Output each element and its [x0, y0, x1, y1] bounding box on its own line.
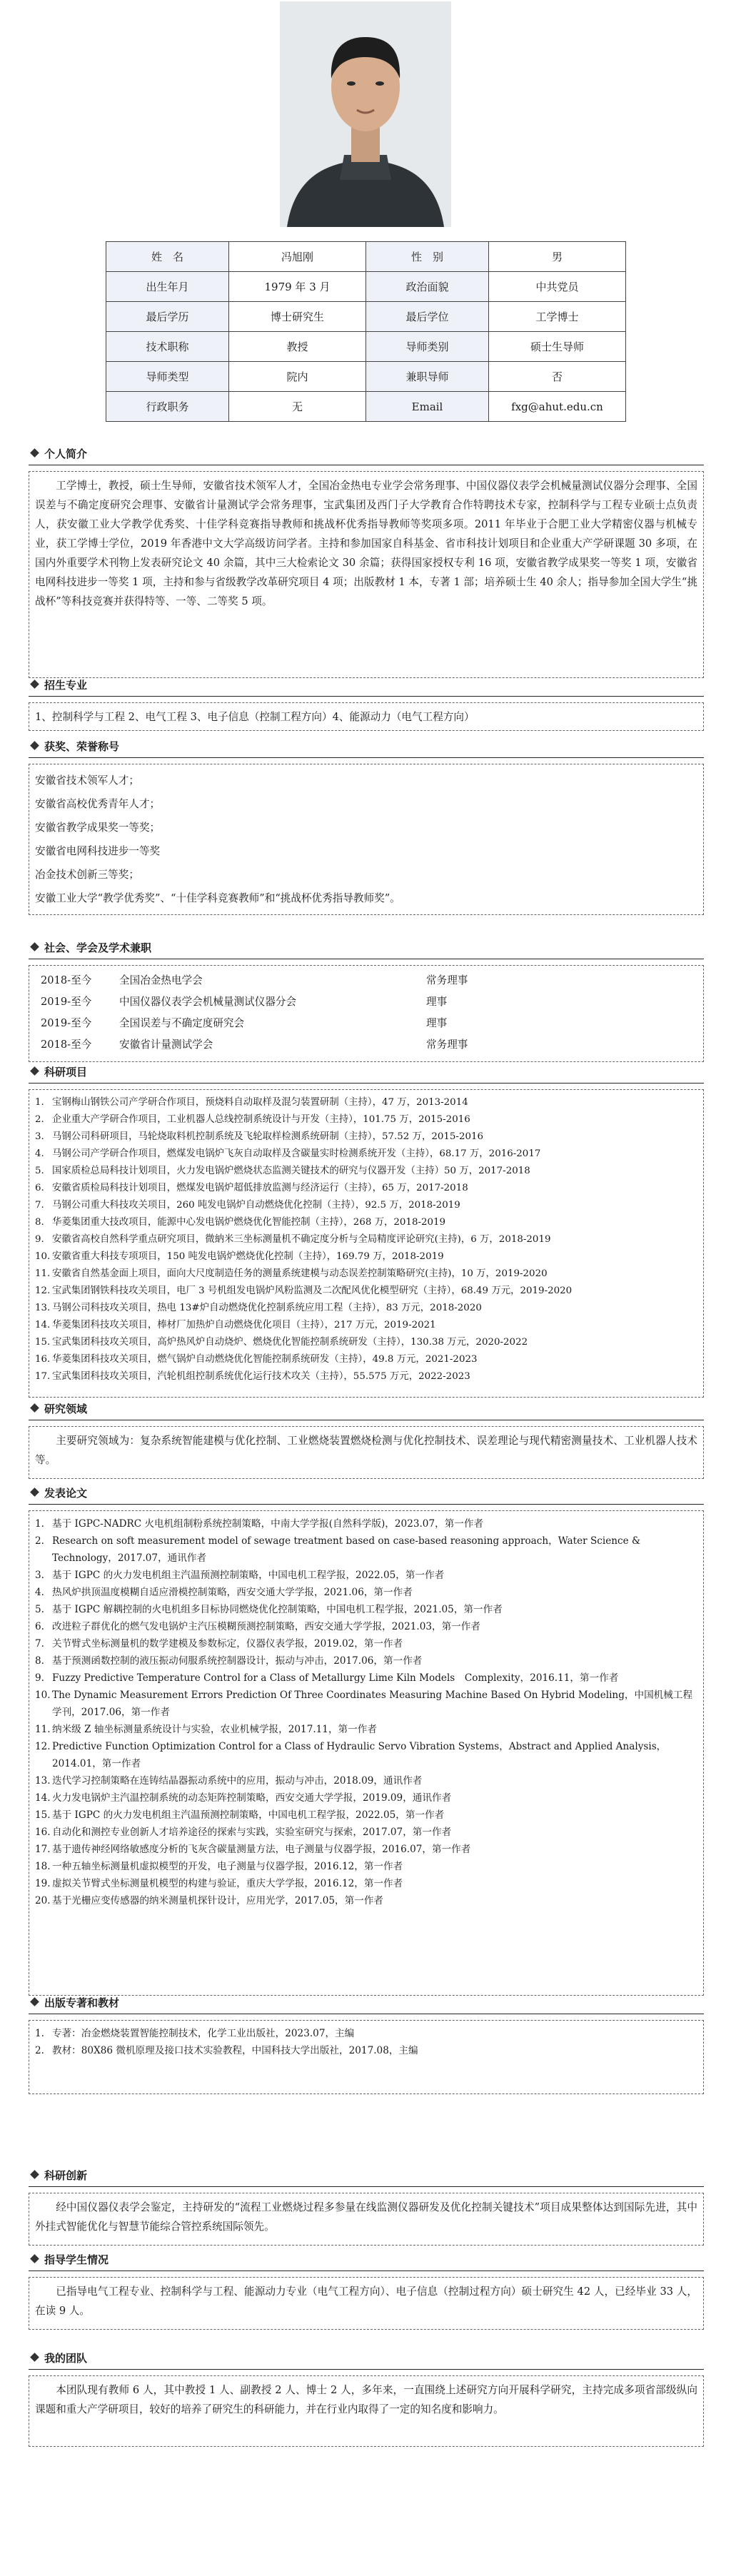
item-text: 热风炉拱顶温度模糊自适应滑模控制策略，西安交通大学学报，2021.06，第一作者: [52, 1587, 413, 1598]
list-item: [35, 1601, 697, 1618]
books-section: [29, 1994, 704, 2094]
bullet-diamond-icon: [30, 680, 39, 689]
profile-label: 导师类型: [106, 362, 229, 392]
books-list: [35, 2025, 697, 2059]
list-item: [35, 1334, 697, 1351]
award-item: 安徽省高校优秀青年人才；: [35, 798, 161, 810]
bullet-diamond-icon: [30, 1066, 39, 1076]
recruit-title: 招生专业: [44, 679, 88, 692]
item-text: 火力发电锅炉主汽温控制系统的动态矩阵控制策略，西安交通大学学报，2019.09，通讯作者: [52, 1792, 452, 1804]
profile-value: 中共党员: [489, 272, 626, 302]
innovation-title: 科研创新: [44, 2169, 88, 2182]
profile-label: 兼职导师: [366, 362, 489, 392]
society-row: [41, 970, 697, 991]
bullet-diamond-icon: [30, 741, 39, 750]
item-number: 2.: [35, 1535, 44, 1547]
divider: [29, 2186, 704, 2187]
item-number: 8.: [35, 1217, 44, 1228]
item-text: 华菱集团科技攻关项目，棒材厂加热炉自动燃烧优化项目（主持），217 万元，2019-2021: [52, 1320, 436, 1330]
item-text: 基于遗传神经网络敏感度分析的飞灰含碳量测量方法，电子测量与仪器学报，2016.07，第一作者: [52, 1844, 471, 1855]
list-item: [35, 1515, 697, 1532]
profile-label: 政治面貌: [366, 272, 489, 302]
profile-label: 导师类别: [366, 332, 489, 362]
intro-title: 个人简介: [44, 448, 88, 460]
list-item: [35, 1094, 697, 1111]
projects-list: [35, 1094, 697, 1385]
bullet-diamond-icon: [30, 2254, 39, 2263]
item-text: 安徽省质检局科技计划项目，燃煤发电锅炉超低排放监测与经济运行（主持），65 万，2017-2018: [52, 1183, 468, 1193]
profile-row: [106, 302, 626, 332]
award-item: 安徽省技术领军人才；: [35, 774, 139, 787]
bullet-diamond-icon: [30, 1403, 39, 1413]
list-item: [35, 1584, 697, 1601]
list-item: [35, 1266, 697, 1283]
item-text: 关节臂式坐标测量机的数学建模及参数标定，仪器仪表学报，2019.02，第一作者: [52, 1638, 403, 1650]
profile-value: 硕士生导师: [489, 332, 626, 362]
item-text: 宝武集团钢铁科技攻关项目，电厂 3 号机组发电锅炉风粉监测及二次配风优化模型研究（主持），68.49 万元，2019-2020: [52, 1286, 573, 1296]
item-text: 基于 IGPC-NADRC 火电机组制粉系统控制策略，中南大学学报(自然科学版)，2023.07，第一作者: [52, 1518, 484, 1530]
item-text: 基于 IGPC 解耦控制的火电机组多目标协同燃烧优化控制策略，中国电机工程学报，2021.05，第一作者: [52, 1604, 503, 1615]
list-item: [35, 1317, 697, 1334]
item-number: 4.: [35, 1587, 44, 1598]
list-item: [35, 1214, 697, 1231]
item-text: 企业重大产学研合作项目，工业机器人总线控制系统设计与开发（主持），101.75 万，2015-2016: [52, 1114, 470, 1125]
item-text: 虚拟关节臂式坐标测量机模型的构建与验证，重庆大学学报，2016.12，第一作者: [52, 1878, 403, 1889]
profile-value: 冯旭刚: [229, 242, 366, 272]
award-item: 冶金技术创新三等奖；: [35, 869, 139, 881]
profile-value: 工学博士: [489, 302, 626, 332]
divider: [29, 696, 704, 697]
item-text: 一种五轴坐标测量机虚拟模型的开发，电子测量与仪器学报，2016.12，第一作者: [52, 1861, 403, 1872]
papers-section: [29, 1485, 704, 1996]
profile-row: [106, 242, 626, 272]
item-text: 基于预测函数控制的液压振动伺服系统控制器设计，振动与冲击，2017.06，第一作者: [52, 1655, 423, 1667]
list-item: [35, 1197, 697, 1214]
item-number: 9.: [35, 1234, 44, 1245]
students-section: [29, 2251, 704, 2330]
list-item: [35, 1248, 697, 1266]
item-text: 基于 IGPC 的火力发电机组主汽温预测控制策略，中国电机工程学报，2022.05，第一作者: [52, 1809, 445, 1821]
profile-value: 院内: [229, 362, 366, 392]
item-text: The Dynamic Measurement Errors Prediction Of Three Coordinates Measuring Machine Based On Hybrid Modeling，中国机械工程学刊，2017.06，第一作者: [52, 1689, 693, 1718]
list-item: [35, 1163, 697, 1180]
society-year: 2018-至今: [41, 974, 92, 986]
award-item: 安徽工业大学“教学优秀奖”、“十佳学科竞赛教师”和“挑战杯优秀指导教师奖”。: [35, 892, 400, 904]
item-text: 马钢公司产学研合作项目，燃煤发电锅炉飞灰自动取样及含碳量实时检测系统开发（主持），68.17 万，2016-2017: [52, 1148, 541, 1159]
profile-label: 出生年月: [106, 272, 229, 302]
item-text: Research on soft measurement model of sewage treatment based on case-based reasoning approach，Water Science & Technology，2017.07，通讯作者: [52, 1535, 641, 1564]
bullet-diamond-icon: [30, 1997, 39, 2006]
item-text: 改进粒子群优化的燃气发电锅炉主汽压模糊预测控制策略，西安交通大学学报，2021.03，第一作者: [52, 1621, 480, 1632]
projects-title: 科研项目: [44, 1066, 88, 1079]
profile-value: 否: [489, 362, 626, 392]
bullet-diamond-icon: [30, 2353, 39, 2362]
society-org: 中国仪器仪表学会机械量测试仪器分会: [119, 996, 297, 1008]
bullet-diamond-icon: [30, 942, 39, 951]
profile-label: 最后学位: [366, 302, 489, 332]
list-item: [35, 1128, 697, 1146]
item-number: 19.: [35, 1878, 51, 1889]
awards-section: [29, 738, 704, 915]
item-text: 专著：冶金燃烧装置智能控制技术，化学工业出版社，2023.07，主编: [52, 2028, 355, 2039]
list-item: [35, 1789, 697, 1807]
item-number: 13.: [35, 1775, 51, 1787]
item-number: 17.: [35, 1844, 51, 1855]
item-number: 20.: [35, 1895, 51, 1906]
profile-label: 姓 名: [106, 242, 229, 272]
bullet-diamond-icon: [30, 1487, 39, 1497]
society-row: [41, 991, 697, 1013]
society-role: 常务理事: [426, 1039, 468, 1051]
society-year: 2019-至今: [41, 996, 92, 1008]
item-number: 6.: [35, 1183, 44, 1193]
award-item: 安徽省教学成果奖一等奖；: [35, 822, 161, 834]
profile-row: [106, 362, 626, 392]
item-text: 安徽省自然基金面上项目，面向大尺度制造任务的测量系统建模与动态误差控制策略研究(主持)，10 万，2019-2020: [52, 1268, 548, 1279]
society-role: 常务理事: [426, 974, 468, 986]
profile-value: 无: [229, 392, 366, 422]
list-item: [35, 1652, 697, 1670]
item-number: 17.: [35, 1371, 51, 1382]
innovation-text: 经中国仪器仪表学会鉴定，主持研发的“流程工业燃烧过程多参量在线监测仪器研发及优化控制关键技术”项目成果整体达到国际先进，其中外挂式智能优化与智慧节能综合管控系统国际领先。: [35, 2201, 697, 2233]
item-number: 18.: [35, 1861, 51, 1872]
research-title: 研究领域: [44, 1403, 88, 1415]
profile-table: [106, 241, 626, 422]
item-number: 10.: [35, 1689, 51, 1701]
item-number: 3.: [35, 1131, 44, 1142]
list-item: [35, 1738, 697, 1772]
item-number: 16.: [35, 1354, 51, 1365]
team-text: 本团队现有教师 6 人，其中教授 1 人、副教授 2 人、博士 2 人，多年来，一直围绕上述研究方向开展科学研究，主持完成多项省部级纵向课题和重大产学研项目，较好的培养了研究生的科研能力，并在行业内取得了一定的知名度和影响力。: [35, 2384, 697, 2415]
profile-value: 男: [489, 242, 626, 272]
item-number: 14.: [35, 1792, 51, 1804]
society-org: 安徽省计量测试学会: [119, 1039, 213, 1051]
list-item: [35, 1532, 697, 1567]
item-number: 10.: [35, 1251, 51, 1262]
profile-row: [106, 272, 626, 302]
recruit-text: 1、控制科学与工程 2、电气工程 3、电子信息（控制工程方向）4、能源动力（电气工程方向）: [35, 711, 475, 723]
list-item: [35, 1300, 697, 1317]
item-number: 5.: [35, 1166, 44, 1176]
item-number: 8.: [35, 1655, 44, 1667]
awards-title: 获奖、荣誉称号: [44, 740, 120, 753]
item-text: 华菱集团科技攻关项目，燃气锅炉自动燃烧优化智能控制系统研发（主持），49.8 万元，2021-2023: [52, 1354, 478, 1365]
papers-list: [35, 1515, 697, 1909]
item-text: 马钢公司重大科技攻关项目，260 吨发电锅炉自动燃烧优化控制（主持），92.5 万，2018-2019: [52, 1200, 460, 1211]
item-number: 4.: [35, 1148, 44, 1159]
profile-label: Email: [366, 392, 489, 422]
profile-label: 性 别: [366, 242, 489, 272]
list-item: [35, 1841, 697, 1858]
item-text: 华菱集团重大技改项目，能源中心发电锅炉燃烧优化智能控制（主持），268 万，2018-2019: [52, 1217, 446, 1228]
bullet-diamond-icon: [30, 448, 39, 458]
intro-section: [29, 445, 704, 678]
society-section: [29, 939, 704, 1062]
profile-value: 博士研究生: [229, 302, 366, 332]
item-number: 2.: [35, 1114, 44, 1125]
item-number: 13.: [35, 1303, 51, 1313]
list-item: [35, 1772, 697, 1789]
item-number: 16.: [35, 1827, 51, 1838]
item-text: 马钢公司科研项目，马轮烧取料机控制系统及飞轮取样检测系统研制（主持），57.52 万，2015-2016: [52, 1131, 484, 1142]
society-year: 2019-至今: [41, 1017, 92, 1029]
item-number: 12.: [35, 1741, 51, 1752]
item-text: 宝武集团科技攻关项目，汽轮机组控制系统优化运行技术攻关（主持），55.575 万元，2022-2023: [52, 1371, 470, 1382]
society-role: 理事: [426, 996, 448, 1008]
item-number: 3.: [35, 1570, 44, 1581]
item-text: Fuzzy Predictive Temperature Control for a Class of Metallurgy Lime Kiln Models Complexity，2016.11，第一作者: [52, 1672, 619, 1684]
projects-section: [29, 1064, 704, 1398]
list-item: [35, 2025, 697, 2042]
profile-label: 技术职称: [106, 332, 229, 362]
list-item: [35, 1180, 697, 1197]
item-text: 教材：80X86 微机原理及接口技术实验教程，中国科技大学出版社，2017.08，主编: [52, 2045, 418, 2056]
item-number: 15.: [35, 1809, 51, 1821]
item-text: 宝武集团科技攻关项目，高炉热风炉自动烧炉、燃烧优化智能控制系统研发（主持），130.38 万元，2020-2022: [52, 1337, 528, 1348]
list-item: [35, 1824, 697, 1841]
item-number: 1.: [35, 1097, 44, 1108]
item-number: 5.: [35, 1604, 44, 1615]
society-org: 全国误差与不确定度研究会: [119, 1017, 245, 1029]
divider: [29, 1083, 704, 1084]
bullet-diamond-icon: [30, 2170, 39, 2179]
profile-label: 行政职务: [106, 392, 229, 422]
list-item: [35, 1368, 697, 1385]
list-item: [35, 1111, 697, 1128]
item-text: 纳米级 Z 轴坐标测量系统设计与实验，农业机械学报，2017.11，第一作者: [52, 1724, 377, 1735]
profile-value: 1979 年 3 月: [229, 272, 366, 302]
item-number: 12.: [35, 1286, 51, 1296]
research-text: 主要研究领域为：复杂系统智能建模与优化控制、工业燃烧装置燃烧检测与优化控制技术、误差理论与现代精密测量技术、工业机器人技术等。: [35, 1435, 697, 1466]
society-year: 2018-至今: [41, 1039, 92, 1051]
list-item: [35, 1892, 697, 1909]
papers-title: 发表论文: [44, 1487, 88, 1500]
award-item: 安徽省电网科技进步一等奖: [35, 845, 161, 857]
profile-label: 最后学历: [106, 302, 229, 332]
profile-row: [106, 392, 626, 422]
intro-text: 工学博士，教授，硕士生导师，安徽省技术领军人才，全国冶金热电专业学会常务理事、中国仪器仪表学会机械量测试仪器分会理事、全国误差与不确定度研究会理事、安徽省计量测试学会常务理事，宝武集团及西门子大学教育合作特聘技术专家，控制科学与工程专业硕士点负责人，获安徽工业大学教学优秀奖、十佳学科竞赛指导教师和挑战杯优秀指导教师等奖项多项。2011 年毕业于合肥工业大学精密仪器与机械专业，获工学博士学位，2019 年香港中文大学高级访问学者。主持和参加国家自科基金、省市科技计划项目和企业重大产学研课题 30 多项，在国内外重要学术刊物上发表研究论文 40 余篇，其中三大检索论文 30 余篇；获得国家授权专利 16 项，安徽省教学成果奖一等奖 1 项，安徽省电网科技进步一等奖 1 项，主持和参与省级教学改革研究项目 4 项；出版教材 1 本，专著 1 部；培养硕士生 40 余人；指导参加全国大学生“挑战杯”等科技竞赛并获得特等、一等、二等奖 5 项。: [35, 480, 697, 607]
item-text: 基于 IGPC 的火力发电机组主汽温预测控制策略，中国电机工程学报，2022.05，第一作者: [52, 1570, 445, 1581]
list-item: [35, 1567, 697, 1584]
list-item: [35, 1618, 697, 1635]
item-number: 7.: [35, 1200, 44, 1211]
item-number: 1.: [35, 1518, 44, 1530]
team-section: [29, 2350, 704, 2447]
item-text: 基于光栅应变传感器的纳米测量机探针设计，应用光学，2017.05，第一作者: [52, 1895, 384, 1906]
research-section: [29, 1400, 704, 1479]
list-item: [35, 1721, 697, 1738]
list-item: [35, 1687, 697, 1721]
society-row: [41, 1034, 697, 1056]
innovation-section: [29, 2167, 704, 2246]
books-title: 出版专著和教材: [44, 1996, 120, 2009]
item-text: 安徽省高校自然科学重点研究项目，微納米三坐标测量机不确定度分析与全局精度评论研究(主持)，6 万，2018-2019: [52, 1234, 551, 1245]
item-number: 14.: [35, 1320, 51, 1330]
item-text: Predictive Function Optimization Control for a Class of Hydraulic Servo Vibration Systems，Abstract and Applied Analysis，2014.01，第一作者: [52, 1741, 667, 1769]
item-text: 马钢公司科技攻关项目，热电 13#炉自动燃烧优化控制系统应用工程（主持），83 万元，2018-2020: [52, 1303, 482, 1313]
item-text: 宝钢梅山钢铁公司产学研合作项目，预烧料自动取样及混匀装置研制（主持），47 万，2013-2014: [52, 1097, 468, 1108]
list-item: [35, 1231, 697, 1248]
portrait-photo: [280, 1, 451, 227]
society-row: [41, 1013, 697, 1034]
item-number: 2.: [35, 2045, 44, 2056]
list-item: [35, 1807, 697, 1824]
team-title: 我的团队: [44, 2352, 88, 2365]
item-text: 国家质检总局科技计划项目，火力发电锅炉燃烧状态监测关键技术的研究与仪器开发（主持）50 万，2017-2018: [52, 1166, 530, 1176]
profile-row: [106, 332, 626, 362]
list-item: [35, 1283, 697, 1300]
students-title: 指导学生情况: [44, 2253, 109, 2266]
item-number: 11.: [35, 1268, 51, 1279]
list-item: [35, 1858, 697, 1875]
society-title: 社会、学会及学术兼职: [44, 941, 152, 954]
item-text: 自动化和测控专业创新人才培养途径的探索与实践，实验室研究与探索，2017.07，第一作者: [52, 1827, 452, 1838]
item-number: 11.: [35, 1724, 51, 1735]
list-item: [35, 1351, 697, 1368]
divider: [29, 757, 704, 758]
students-text: 已指导电气工程专业、控制科学与工程、能源动力专业（电气工程方向）、电子信息（控制过程方向）硕士研究生 42 人，已经毕业 33 人，在读 9 人。: [35, 2285, 697, 2317]
list-item: [35, 2042, 697, 2059]
society-org: 全国冶金热电学会: [119, 974, 203, 986]
divider: [29, 2369, 704, 2370]
list-item: [35, 1670, 697, 1687]
item-text: 安徽省重大科技专项项目，150 吨发电锅炉燃烧优化控制（主持），169.79 万，2018-2019: [52, 1251, 444, 1262]
item-number: 1.: [35, 2028, 44, 2039]
item-number: 9.: [35, 1672, 44, 1684]
item-number: 6.: [35, 1621, 44, 1632]
list-item: [35, 1146, 697, 1163]
item-number: 15.: [35, 1337, 51, 1348]
item-number: 7.: [35, 1638, 44, 1650]
profile-value: fxg@ahut.edu.cn: [489, 392, 626, 422]
divider: [29, 1504, 704, 1505]
list-item: [35, 1635, 697, 1652]
profile-value: 教授: [229, 332, 366, 362]
society-role: 理事: [426, 1017, 448, 1029]
recruit-section: [29, 677, 704, 731]
list-item: [35, 1875, 697, 1892]
item-text: 迭代学习控制策略在连铸结晶器振动系统中的应用，振动与冲击，2018.09，通讯作者: [52, 1775, 423, 1787]
